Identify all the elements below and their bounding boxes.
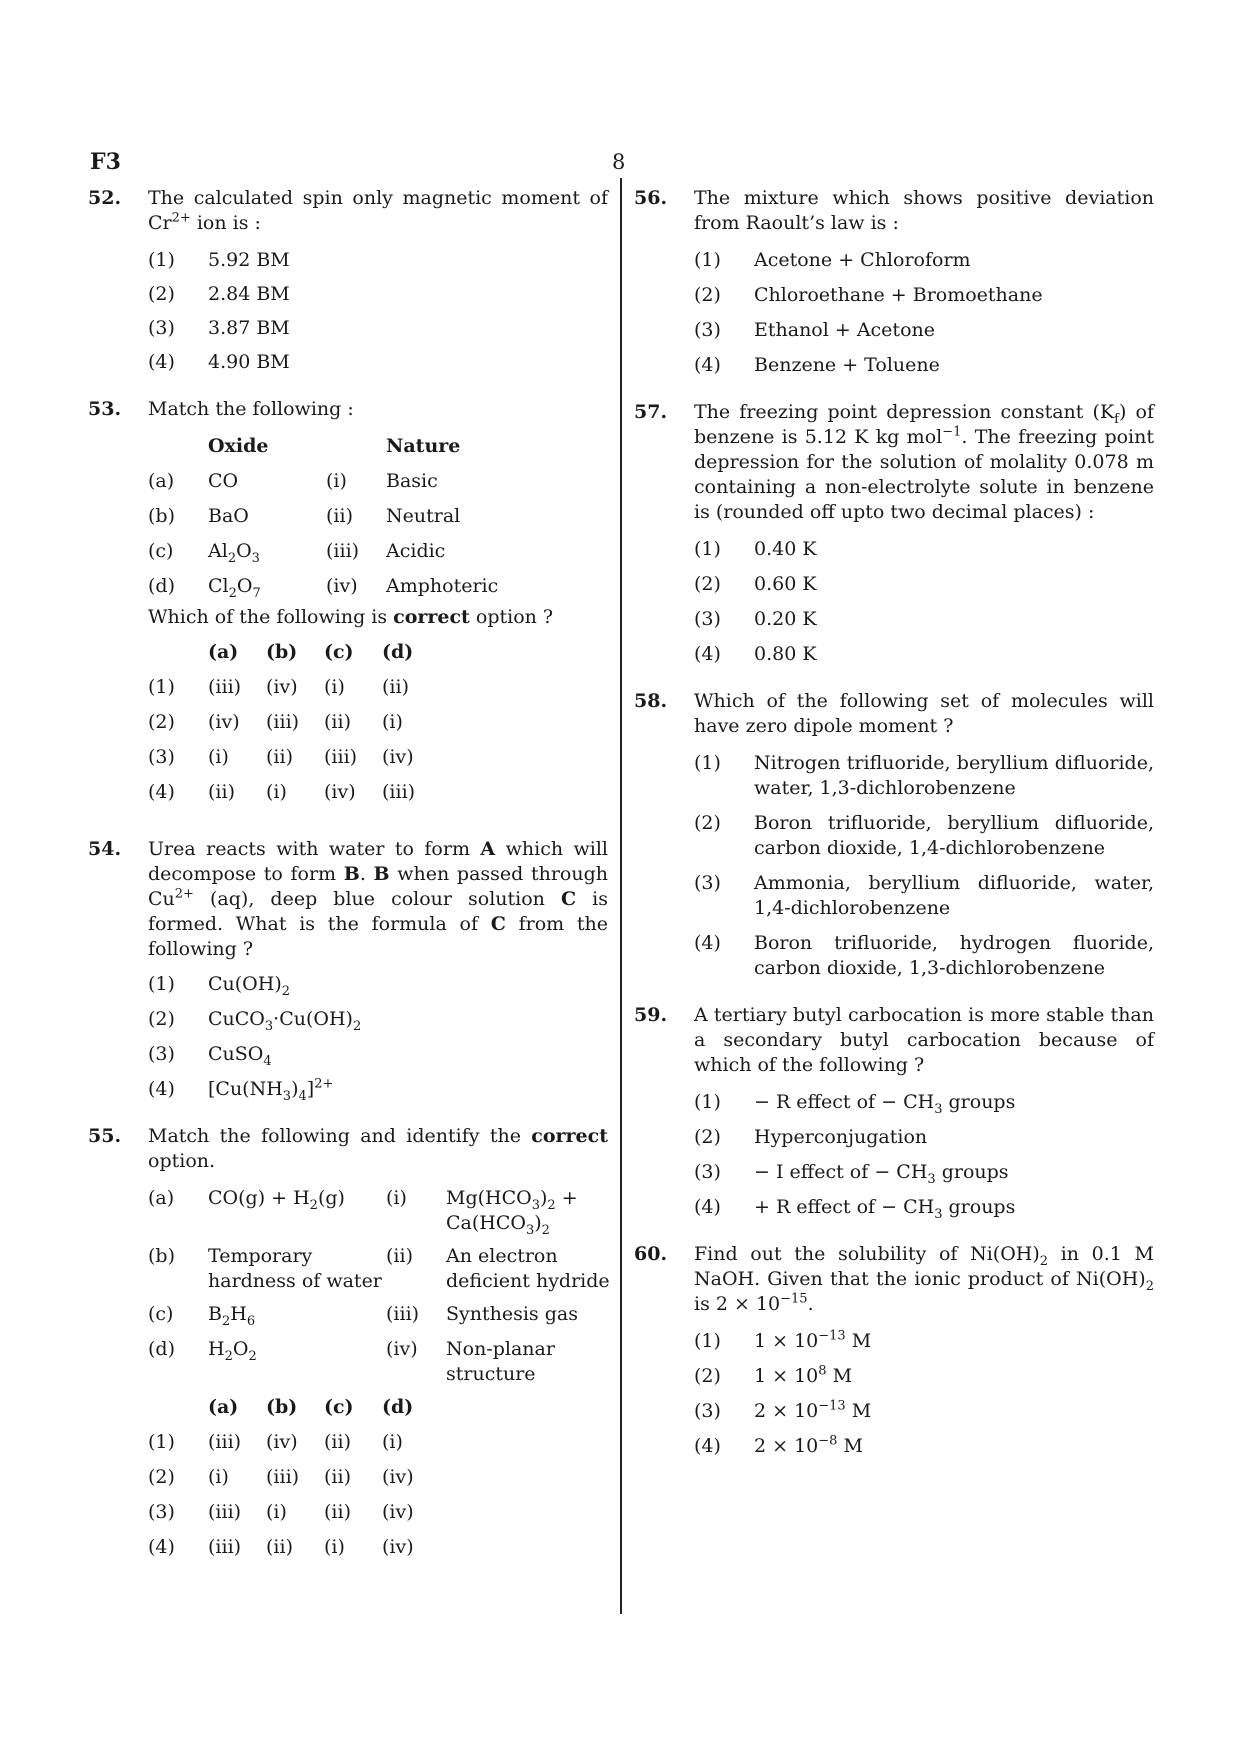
question-text: The calculated spin only magnetic moment of $Cr^{2+}$ ion is : — [148, 187, 608, 234]
question-55 — [88, 1124, 608, 1570]
question-text: The mixture which shows positive deviation from Raoult’s law is : — [694, 187, 1154, 234]
left-column — [88, 186, 608, 1570]
option-4[interactable]: (4) Boron trifluoride, hydrogen fluoride, carbon dioxide, 1,3-dichlorobenzene — [694, 932, 1154, 979]
question-59 — [634, 1003, 1154, 1220]
question-text: Find out the solubility of $Ni(OH)_2$ in 0.1 M NaOH. Given that the ionic product of $Ni(OH)_2$ is $2 \times 10^{-15}$. — [694, 1243, 1154, 1315]
option-3[interactable]: (3) — [148, 746, 175, 768]
question-60 — [634, 1242, 1154, 1459]
question-prompt: Which of the following is correct option ? — [148, 606, 554, 628]
question-number: 57. — [634, 401, 668, 423]
option-1[interactable]: (1) − R effect of − $CH_3$ groups — [694, 1091, 1016, 1117]
question-number: 53. — [88, 398, 122, 420]
question-text: Match the following and identify the correct option. — [148, 1125, 608, 1172]
option-2[interactable]: (2) $1 \times 10^8$ M — [694, 1363, 853, 1387]
question-text: Which of the following set of molecules will have zero dipole moment ? — [694, 690, 1154, 737]
option-3[interactable]: (3) CuSO$_4$ — [148, 1043, 272, 1069]
option-1[interactable]: (1) — [148, 676, 175, 698]
column-header-nature: Nature — [386, 435, 461, 457]
column-header-oxide: Oxide — [208, 435, 269, 457]
option-3[interactable]: (3) 0.20 K — [694, 608, 817, 630]
question-54 — [88, 837, 608, 1102]
option-2[interactable]: (2) Boron trifluoride, beryllium difluoride, carbon dioxide, 1,4-dichlorobenzene — [694, 812, 1154, 859]
question-53 — [88, 397, 608, 815]
question-number: 56. — [634, 187, 668, 209]
question-number: 52. — [88, 187, 122, 209]
option-2[interactable]: (2) Hyperconjugation — [694, 1126, 928, 1148]
option-3[interactable]: (3) − I effect of − $CH_3$ groups — [694, 1161, 1009, 1187]
option-1[interactable]: (1) $1 \times 10^{-13}$ M — [694, 1328, 872, 1352]
question-58 — [634, 689, 1154, 981]
match-table: (a) $CO(g) + H_2(g)$ (i) $Mg(HCO_3)_2$ + $Ca(HCO_3)_2$ (b) Temporary hardness of water (ii) An electron deficient hydride (c) $B_2H_6$ (iii) Synthesis gas (d) $H_2O_2$ (iv) Non-planar structure — [148, 1187, 610, 1385]
answer-grid: (a) (b) (c) (d) (1) (iii) (iv) (i) (ii) (2) (iv) (iii) (ii) (i) (3) (i) (ii) (iii) (iv) (4) (ii) (i) (iv) (iii) — [88, 640, 608, 815]
option-4[interactable]: (4) + R effect of − $CH_3$ groups — [694, 1196, 1016, 1222]
option-3[interactable]: (3) $2 \times 10^{-13}$ M — [694, 1398, 872, 1422]
option-1[interactable]: (1) Nitrogen trifluoride, beryllium difluoride, water, 1,3-dichlorobenzene — [694, 752, 1154, 799]
option-2[interactable]: (2) 2.84 BM — [148, 283, 290, 305]
question-number: 54. — [88, 838, 122, 860]
option-2[interactable]: (2) $CuCO_3\cdot Cu(OH)_2$ — [148, 1008, 362, 1034]
option-2[interactable]: (2) 0.60 K — [694, 573, 817, 595]
option-4[interactable]: (4) $[Cu(NH_3)_4]^{2+}$ — [148, 1076, 334, 1104]
question-56 — [634, 186, 1154, 378]
question-number: 60. — [634, 1243, 668, 1265]
page-number: 8 — [612, 150, 626, 174]
question-number: 59. — [634, 1004, 668, 1026]
option-4[interactable]: (4) 4.90 BM — [148, 351, 290, 373]
option-4[interactable]: (4) 0.80 K — [694, 643, 817, 665]
column-divider — [620, 178, 622, 1614]
option-2[interactable]: (2) — [148, 711, 175, 733]
option-4[interactable]: (4) Benzene + Toluene — [694, 354, 940, 376]
option-4[interactable]: (4) — [148, 781, 175, 803]
match-table: Oxide Nature (a) CO (i) Basic (b) BaO (ii) Neutral (c) $Al_2O_3$ (iii) Acidic (d) $Cl_2O_7$ (iv) Amphoteric — [88, 434, 608, 609]
option-3[interactable]: (3) — [148, 1501, 175, 1523]
question-57 — [634, 400, 1154, 667]
option-4[interactable]: (4) — [148, 1536, 175, 1558]
paper-code: F3 — [90, 149, 121, 175]
option-3[interactable]: (3) 3.87 BM — [148, 317, 290, 339]
question-text: Urea reacts with water to form A which will decompose to form B. B when passed through $Cu^{2+}$ (aq), deep blue colour solution C is formed. What is the formula of C from the following ? — [148, 838, 609, 960]
option-1[interactable]: (1) — [148, 1431, 175, 1453]
question-text: Match the following : — [148, 398, 354, 420]
question-text: The freezing point depression constant $(K_f)$ of benzene is 5.12 K kg mol$^{-1}$. The freezing point depression for the solution of molality 0.078 m containing a non-electrolyte solute in benzene is (rounded off upto two decimal places) : — [694, 401, 1154, 523]
answer-grid: (a) (b) (c) (d) (1) (iii) (iv) (ii) (i) (2) (i) (iii) (ii) (iv) (3) (iii) (i) (ii) (iv) (4) (iii) (ii) (i) (iv) — [88, 1395, 608, 1570]
option-1[interactable]: (1) 0.40 K — [694, 538, 817, 560]
question-number: 58. — [634, 690, 668, 712]
question-text: A tertiary butyl carbocation is more stable than a secondary butyl carbocation because of which of the following ? — [694, 1004, 1154, 1076]
question-number: 55. — [88, 1125, 122, 1147]
right-column — [634, 186, 1154, 1469]
option-3[interactable]: (3) Ammonia, beryllium difluoride, water, 1,4-dichlorobenzene — [694, 872, 1154, 919]
option-2[interactable]: (2) — [148, 1466, 175, 1488]
question-52 — [88, 186, 608, 375]
option-4[interactable]: (4) $2 \times 10^{-8}$ M — [694, 1433, 863, 1457]
option-1[interactable]: (1) Acetone + Chloroform — [694, 249, 971, 271]
option-1[interactable]: (1) 5.92 BM — [148, 249, 290, 271]
option-1[interactable]: (1) $Cu(OH)_2$ — [148, 973, 291, 999]
option-2[interactable]: (2) Chloroethane + Bromoethane — [694, 284, 1043, 306]
option-3[interactable]: (3) Ethanol + Acetone — [694, 319, 935, 341]
